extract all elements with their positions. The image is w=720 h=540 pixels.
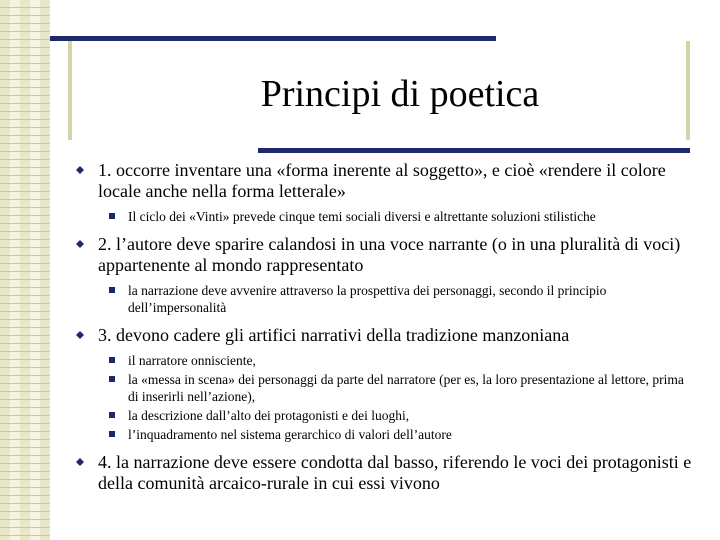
sub-bullet: [76, 208, 696, 225]
square-bullet-icon: [109, 412, 115, 418]
diamond-bullet-icon: [76, 458, 84, 466]
sub-bullet-text: la narrazione deve avvenire attraverso la prospettiva dei personaggi, secondo il principio dell’impersonalità: [128, 283, 607, 315]
bullet-point-1: [76, 160, 696, 202]
sub-bullet: [76, 371, 696, 405]
bullet-point-4: [76, 452, 696, 494]
bullet-point-2: [76, 234, 696, 276]
sub-bullet: [76, 407, 696, 424]
title-frame-right: [686, 41, 690, 140]
square-bullet-icon: [109, 287, 115, 293]
sub-bullet: [76, 282, 696, 316]
sub-bullet-text: la descrizione dall’alto dei protagonisti e dei luoghi,: [128, 408, 410, 423]
slide-title: Principi di poetica: [260, 73, 540, 115]
title-frame-left: [68, 41, 72, 140]
sub-bullet: [76, 426, 696, 443]
square-bullet-icon: [109, 213, 115, 219]
title-bar-bottom: [258, 148, 690, 153]
square-bullet-icon: [109, 376, 115, 382]
sub-bullet: [76, 352, 696, 369]
diamond-bullet-icon: [76, 166, 84, 174]
bullet-text: 2. l’autore deve sparire calandosi in una voce narrante (o in una pluralità di voci) appartenente al mondo rappresentato: [98, 234, 681, 275]
decorative-left-strip: [0, 0, 50, 540]
bullet-text: 3. devono cadere gli artifici narrativi della tradizione manzoniana: [98, 325, 570, 345]
bullet-text: 1. occorre inventare una «forma inerente al soggetto», e cioè «rendere il colore locale anche nella forma letterale»: [98, 160, 666, 201]
sub-bullet-text: Il ciclo dei «Vinti» prevede cinque temi sociali diversi e altrettante soluzioni stilistiche: [128, 209, 596, 224]
sub-bullet-text: la «messa in scena» dei personaggi da parte del narratore (per es, la loro presentazione al lettore, prima di inserirli nell’azione),: [128, 372, 684, 404]
square-bullet-icon: [109, 431, 115, 437]
slide-content: [76, 160, 696, 500]
bullet-text: 4. la narrazione deve essere condotta dal basso, riferendo le voci dei protagonisti e della comunità arcaico-rurale in cui essi vivono: [98, 452, 692, 493]
square-bullet-icon: [109, 357, 115, 363]
sub-bullet-text: il narratore onnisciente,: [128, 353, 256, 368]
bullet-point-3: [76, 325, 696, 346]
diamond-bullet-icon: [76, 331, 84, 339]
title-bar-top: [50, 36, 496, 41]
diamond-bullet-icon: [76, 240, 84, 248]
sub-bullet-text: l’inquadramento nel sistema gerarchico di valori dell’autore: [128, 427, 452, 442]
